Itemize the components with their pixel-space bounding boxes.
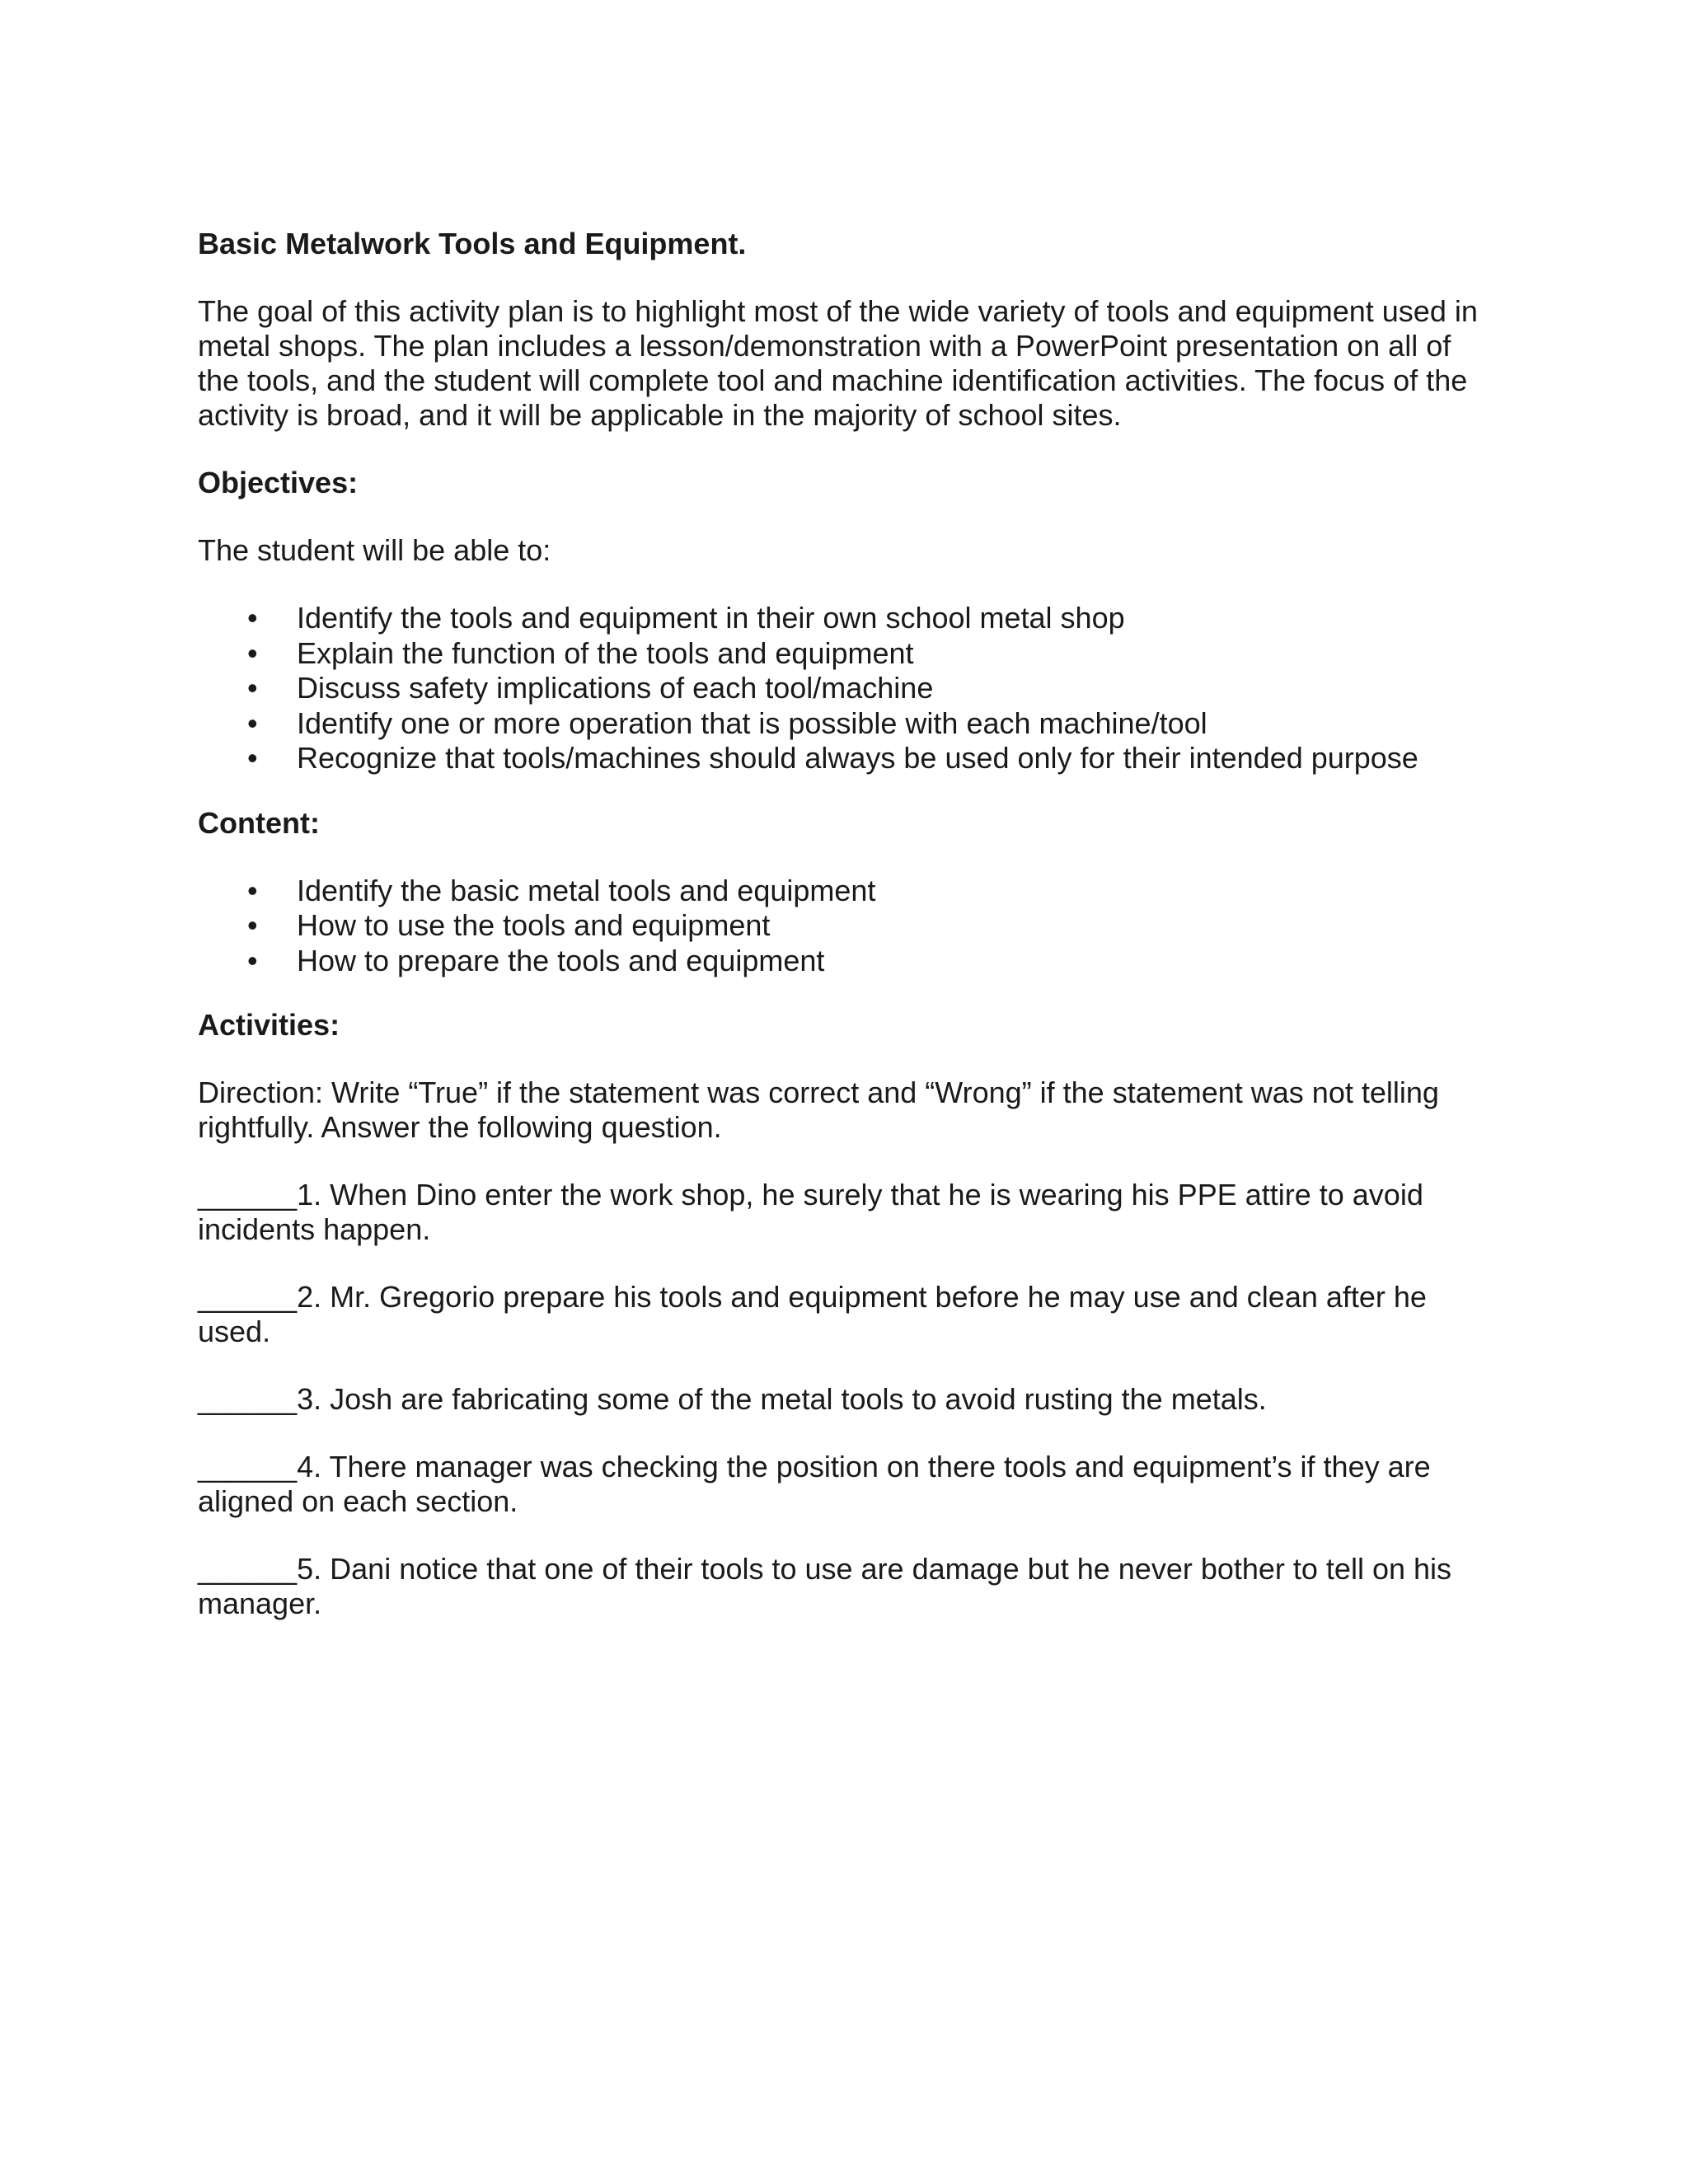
- list-item-text: Identify one or more operation that is possible with each machine/tool: [297, 705, 1207, 740]
- list-item: [198, 874, 1484, 909]
- list-item-text: Identify the basic metal tools and equipment: [297, 873, 876, 907]
- bullet-icon: •: [247, 741, 258, 775]
- question-item: ______1. When Dino enter the work shop, he surely that he is wearing his PPE attire to avoid incidents happen.: [198, 1178, 1423, 1246]
- question-item: ______2. Mr. Gregorio prepare his tools and equipment before he may use and clean after he used.: [198, 1280, 1427, 1348]
- bullet-icon: •: [247, 705, 258, 740]
- activities-heading: Activities:: [198, 1008, 340, 1042]
- list-item-text: Identify the tools and equipment in their own school metal shop: [297, 601, 1125, 635]
- question-item: ______3. Josh are fabricating some of the metal tools to avoid rusting the metals.: [198, 1382, 1267, 1416]
- document-title: Basic Metalwork Tools and Equipment.: [198, 227, 747, 260]
- activities-direction: Direction: Write “True” if the statement was correct and “Wrong” if the statement was not telling rightfully. Answer the following question.: [198, 1076, 1439, 1144]
- objectives-list: [198, 601, 1484, 776]
- list-item-text: Explain the function of the tools and equipment: [297, 635, 914, 670]
- document-page: [198, 227, 1484, 1654]
- content-list: [198, 874, 1484, 979]
- objectives-heading: Objectives:: [198, 466, 359, 499]
- bullet-icon: •: [247, 943, 258, 977]
- bullet-icon: •: [247, 671, 258, 705]
- list-item: [198, 706, 1484, 742]
- list-item: [198, 636, 1484, 672]
- intro-paragraph: The goal of this activity plan is to highlight most of the wide variety of tools and equipment used in metal shops. The plan includes a lesson/demonstration with a PowerPoint presentation on all of the tools, and the student will complete tool and machine identification activities. The focus of the activity is broad, and it will be applicable in the majority of school sites.: [198, 294, 1478, 432]
- bullet-icon: •: [247, 908, 258, 942]
- list-item: [198, 908, 1484, 944]
- objectives-lead: The student will be able to:: [198, 533, 551, 567]
- bullet-icon: •: [247, 635, 258, 670]
- bullet-icon: •: [247, 873, 258, 907]
- question-item: ______5. Dani notice that one of their tools to use are damage but he never bother to tell on his manager.: [198, 1552, 1452, 1620]
- list-item: [198, 601, 1484, 636]
- list-item: [198, 944, 1484, 979]
- list-item-text: Recognize that tools/machines should always be used only for their intended purpose: [297, 741, 1418, 775]
- bullet-icon: •: [247, 601, 258, 635]
- list-item-text: How to prepare the tools and equipment: [297, 943, 825, 977]
- content-heading: Content:: [198, 805, 320, 840]
- list-item-text: How to use the tools and equipment: [297, 908, 771, 942]
- list-item: [198, 741, 1484, 776]
- question-item: ______4. There manager was checking the position on there tools and equipment’s if they are aligned on each section.: [198, 1450, 1431, 1518]
- list-item-text: Discuss safety implications of each tool/machine: [297, 671, 934, 705]
- list-item: [198, 671, 1484, 706]
